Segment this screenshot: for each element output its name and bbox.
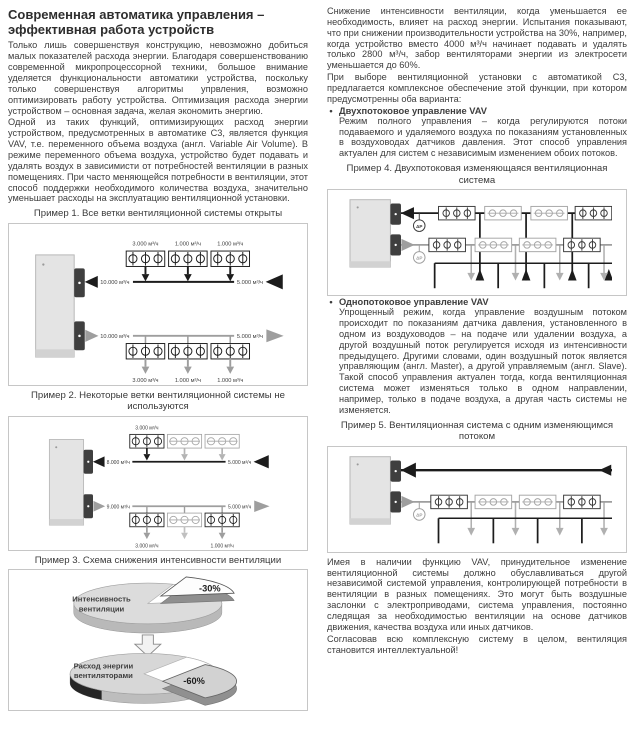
branch-label: 3.000 м³/ч <box>135 543 159 549</box>
flow-label: 5.000 м³/ч <box>228 504 252 511</box>
dp-label: ΔP <box>416 255 423 261</box>
example4-caption: Пример 4. Двухпотоковая изменяющаяся вентиляционная система <box>346 163 608 186</box>
branch-label: 3.000 м³/ч <box>132 377 159 384</box>
example5-diagram <box>342 449 612 551</box>
branch-label: 1.000 м³/ч <box>217 377 244 384</box>
exhaust-branches <box>130 434 239 460</box>
branch-label: 1.000 м³/ч <box>210 543 234 549</box>
bullet-icon: • <box>329 105 333 116</box>
example4-figure <box>327 189 627 296</box>
ahu-unit <box>49 439 93 525</box>
dp-sensor-exhaust <box>413 213 425 231</box>
dp-label: ΔP <box>416 512 423 518</box>
paragraph: Снижение интенсивности вентиляции, когда уменьшается ее необходимость, влияет на расход энергии. Испытания показывают, что при снижении производительности устройства на 30%, например, когда устройство вместо 4000 м³/ч начинает подавать и удалять только 2800 м³/ч, забор вентиляторами энергии из электросети уменьшается до 60%. <box>327 6 627 71</box>
ahu-unit <box>36 255 85 357</box>
pie-chart-fan-energy <box>70 654 237 706</box>
flow-arrow-right-end-icon <box>600 465 611 475</box>
bullet-body: Режим полного управления – когда регулируются потоки подаваемого и удаляемого воздуха по показаниям установленных в воздуховодах датчиков давления. Этот способ управления актуален для систем с независимым изменением обоих потоков. <box>339 115 627 159</box>
bullet-icon: • <box>329 297 333 308</box>
pie-label: Расход энергии <box>73 661 134 671</box>
right-column <box>327 6 627 711</box>
flow-label: 5.000 м³/ч <box>236 279 264 286</box>
article-title: Современная автоматика управления – эффективная работа устройств <box>8 7 265 38</box>
branch-label: 1.000 м³/ч <box>174 377 201 384</box>
flow-arrow-left-icon <box>86 276 98 287</box>
flow-label: 8.000 м³/ч <box>106 459 130 466</box>
left-column <box>8 6 308 711</box>
ahu-unit <box>350 200 401 267</box>
flow-arrow-inlet-icon <box>267 275 282 288</box>
flow-label: 5.000 м³/ч <box>236 333 264 340</box>
bullet-item-single-flow <box>327 297 627 416</box>
dp-label: ΔP <box>416 223 423 229</box>
branch-label: 1.000 м³/ч <box>174 241 201 248</box>
branch-label: 1.000 м³/ч <box>217 241 244 248</box>
pie-value: -60% <box>183 676 205 687</box>
pie-label: вентиляции <box>78 604 125 614</box>
flow-arrow-right-icon <box>86 330 98 341</box>
pie-chart-intensity <box>72 577 234 633</box>
example2-diagram <box>32 419 284 549</box>
two-column-layout <box>8 6 628 711</box>
example1-caption: Пример 1. Все ветки вентиляционной системы открыты <box>33 208 283 220</box>
bullet-title: Однопотоковое управление VAV <box>339 297 489 308</box>
branch-label: 3.000 м³/ч <box>135 425 159 432</box>
room-walls <box>439 518 612 543</box>
supply-branches <box>130 506 239 539</box>
supply-branches <box>126 336 249 374</box>
ahu-unit <box>350 456 401 523</box>
paragraph: При выборе вентиляционной установки с автоматикой С3, предлагается комплексное обеспечение этой функции, при котором предусмотренны оба варианта: <box>327 72 627 104</box>
flow-label: 10.000 м³/ч <box>100 279 130 286</box>
dp-sensor-supply <box>413 502 425 520</box>
room-walls <box>435 263 612 288</box>
paragraph: Имея в наличии функцию VAV, принудительное изменение вентиляционной системы должно обуславливаться другой независимой системой управления, контролирующей потребности в вентиляции в разных помещениях. Это могут быть воздушные заслонки с электроприводами, система управления, постоянно следящая за необходимостью вентиляции на основе датчиков движения, качества воздуха или иных датчиков. <box>327 556 627 632</box>
example5-figure <box>327 446 627 553</box>
example5-caption: Пример 5. Вентиляционная система с одним изменяющимся потоком <box>340 419 614 443</box>
bullet-title: Двухпотоковое управление VAV <box>339 105 487 116</box>
example2-figure <box>8 416 308 551</box>
example3-caption: Пример 3. Схема снижения интенсивности вентиляции <box>34 554 282 566</box>
flow-label: 5.000 м³/ч <box>228 459 252 466</box>
paragraph: Только лишь совершенствуя конструкцию, невозможно добиться малых показателей расхода энергии. Благодаря совершенствованию современной микропроцессорной техники, большое внимание уделяется функциональности автоматики устройства, поскольку только совершенствуя алгоритмы упрвления, возможно оптимизировать работу устройства. Оптимизация расхода энергии устройством – основная задача, желая экономить энергию. <box>8 40 308 116</box>
pie-label: Интенсивность <box>72 594 131 604</box>
bullet-item-two-flow <box>327 106 627 159</box>
example3-figure <box>8 569 308 711</box>
example1-diagram <box>28 226 288 384</box>
branch-label: 3.000 м³/ч <box>132 241 159 248</box>
dp-sensor-supply <box>413 245 425 263</box>
pie-label: вентиляторами <box>73 671 133 681</box>
flow-label: 10.000 м³/ч <box>100 333 130 340</box>
flow-arrow-outlet-icon <box>267 330 282 342</box>
paragraph: Согласовав всю комплексную систему в целом, вентиляция становится интеллектуальной! <box>327 633 627 655</box>
down-arrow-icon <box>135 635 161 656</box>
example2-caption: Пример 2. Некоторые ветки вентиляционной системы не используются <box>30 389 286 413</box>
example4-diagram <box>342 192 612 294</box>
flow-label: 9.000 м³/ч <box>106 504 130 511</box>
pie-value: -30% <box>199 583 221 594</box>
ventilation-reduction-pie-charts <box>32 572 284 709</box>
bullet-body: Упрощенный режим, когда управление воздушным потоком происходит по показаниям датчика давления, установленного в одном из воздуховодов – на подаче или удалении воздуха, а другой воздушный поток регулируется исходя из интенсивности предыдущего. Другими словами, один воздушный поток является управляющим (англ. Master), а другой управляемым (англ. Slave). Такой способ управления актуален тогда, когда вентиляционная система может изменяться только в одном направлении, например, только в подаче воздуха, а другая часть системы не изменяется. <box>339 307 627 415</box>
paragraph: Одной из таких функций, оптимизирующих расход энергии устройством, предусмотренных в автоматике С3, является функция VAV, т.е. переменного объема воздуха (англ. Variable Air Volume). В режиме переменного объема воздуха, устройство будет подавать и удалять воздух в зависимисти от потребностей вентиляции в разных помещениях. При часто меняющейся потребности в вентиляции, этот способ поддержки необходимого количества воздуха, значительно уменьшает расходы на эксплуатацию вентиляционной установки. <box>8 117 308 204</box>
example1-figure <box>8 223 308 386</box>
exhaust-branches <box>126 251 249 281</box>
